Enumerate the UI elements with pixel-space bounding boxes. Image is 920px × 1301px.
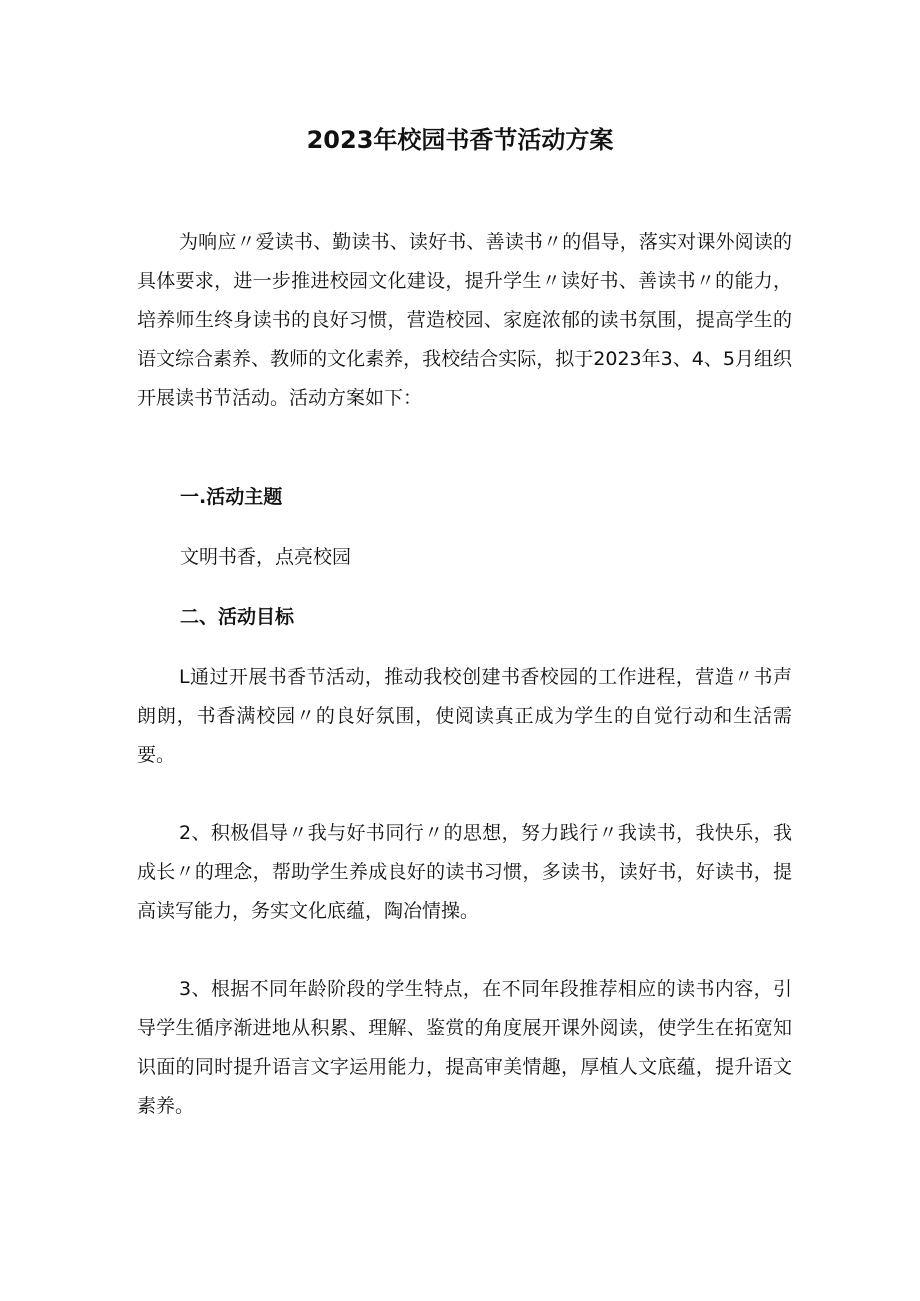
section-heading-goals: 二、活动目标 [180,606,295,628]
theme-text: 文明书香，点亮校园 [180,546,352,568]
document-title: 2023年校园书香节活动方案 [306,126,614,154]
section-heading-theme: 一.活动主题 [180,486,283,508]
goal-paragraph-3: 3、根据不同年龄阶段的学生特点，在不同年段推荐相应的读书内容，引导学生循序渐进地从积累、理解、鉴赏的角度展开课外阅读，使学生在拓宽知识面的同时提升语言文字运用能力，提高审美情趣，厚植人文底蕴，提升语文素养。 [137,978,792,1117]
intro-paragraph: 为响应〃爱读书、勤读书、读好书、善读书〃的倡导，落实对课外阅读的具体要求，进一步推进校园文化建设，提升学生〃读好书、善读书〃的能力，培养师生终身读书的良好习惯，营造校园、家庭浓郁的读书氛围，提高学生的语文综合素养、教师的文化素养，我校结合实际，拟于2023年3、4、5月组织开展读书节活动。活动方案如下： [137,231,792,409]
goal-paragraph-1: L通过开展书香节活动，推动我校创建书香校园的工作进程，营造〃书声朗朗，书香满校园〃的良好氛围，使阅读真正成为学生的自觉行动和生活需要。 [137,666,792,766]
goal-paragraph-2: 2、积极倡导〃我与好书同行〃的思想，努力践行〃我读书，我快乐，我成长〃的理念，帮助学生养成良好的读书习惯，多读书，读好书，好读书，提高读写能力，务实文化底蕴，陶冶情操。 [137,822,792,922]
